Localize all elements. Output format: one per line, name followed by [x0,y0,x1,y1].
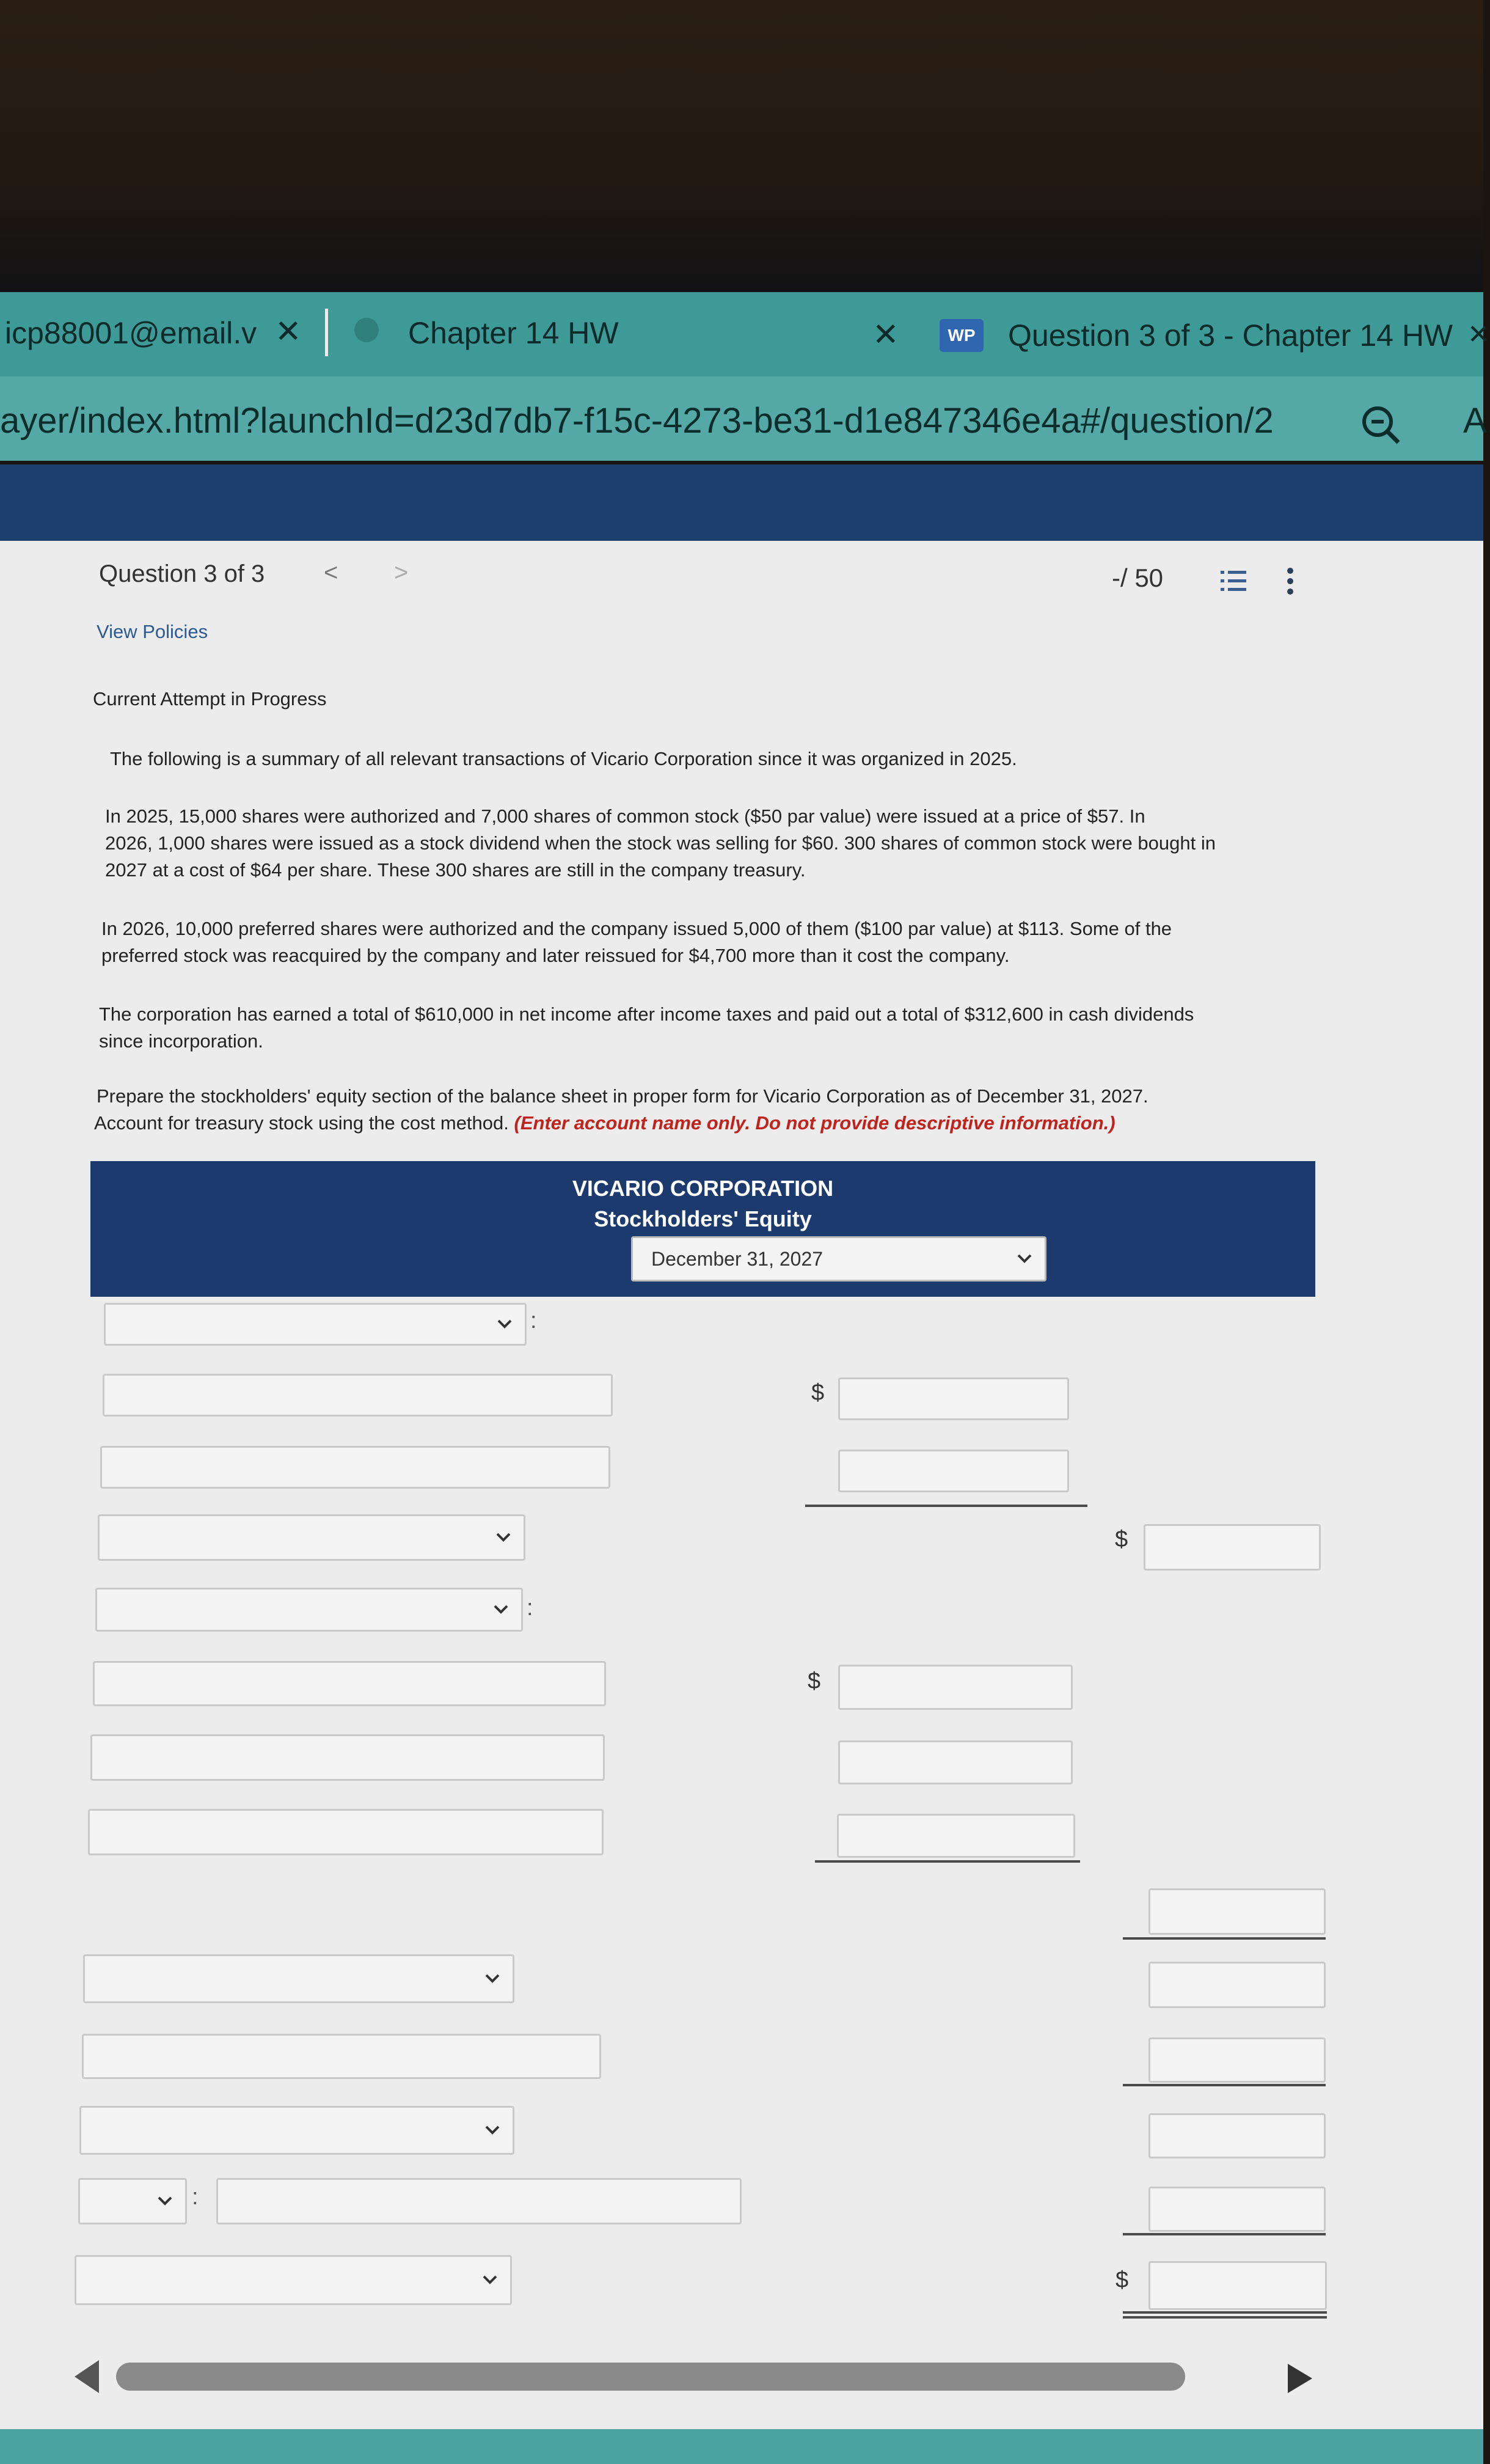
more-vertical-icon[interactable] [1286,567,1295,595]
amount-input[interactable] [1149,2187,1326,2232]
chevron-down-icon [481,2270,499,2289]
account-select[interactable] [95,1588,523,1632]
bottom-bar [0,2429,1483,2464]
subtotal-rule [1123,1937,1326,1940]
problem-para3-line1: The corporation has earned a total of $610,000 in net income after income taxes and paid out a total of $312,600 in cash dividends [99,1003,1194,1025]
chevron-down-icon [492,1600,510,1618]
account-name-input[interactable] [88,1809,604,1855]
horizontal-scrollbar[interactable] [116,2363,1185,2391]
amount-input[interactable] [1149,2113,1326,2158]
date-select[interactable] [631,1236,1046,1282]
chevron-down-icon [483,1969,502,1987]
chevron-down-icon [1015,1249,1034,1267]
scroll-right-icon[interactable] [1285,2363,1313,2394]
amount-input[interactable] [1149,2037,1326,2083]
account-name-input[interactable] [216,2178,742,2224]
app-header-strip [0,464,1483,541]
amount-input[interactable] [1149,1888,1326,1935]
subtotal-rule [1123,2233,1326,2235]
tab-edge [0,298,6,304]
subtotal-rule [805,1505,1087,1507]
account-select[interactable] [98,1514,525,1561]
problem-para1-line1: In 2025, 15,000 shares were authorized and 7,000 shares of common stock ($50 par value) were issued at a price of $57. In [105,805,1145,827]
account-name-input[interactable] [93,1661,606,1706]
next-question-button[interactable]: > [394,559,409,586]
attempt-status: Current Attempt in Progress [93,688,327,710]
total-amount-input[interactable] [1149,2261,1327,2310]
tab-question-3[interactable]: Question 3 of 3 - Chapter 14 HW [1008,318,1453,353]
amount-input[interactable] [838,1740,1073,1784]
wp-badge-icon: WP [940,319,984,352]
url-text[interactable]: ayer/index.html?launchId=d23d7db7-f15c-4273-be31-d1e847346e4a#/question/2 [0,401,1274,441]
instruction-line2 [94,1110,1116,1137]
short-account-select[interactable] [78,2178,187,2224]
chevron-down-icon [483,2121,502,2139]
address-edge-char: A [1463,401,1487,441]
amount-input[interactable] [838,1665,1073,1710]
dollar-sign: $ [1115,1527,1128,1552]
account-select[interactable] [104,1303,527,1346]
screen-bezel [0,0,1483,293]
instruction-text: Account for treasury stock using the cost method. [94,1112,509,1134]
company-name: VICARIO CORPORATION [572,1176,834,1201]
dollar-sign: $ [1116,2267,1129,2293]
prev-question-button[interactable]: < [324,559,338,586]
amount-input[interactable] [838,1377,1069,1420]
account-select[interactable] [75,2255,512,2305]
score-display: -/ 50 [1112,563,1164,592]
statement-header [90,1161,1315,1297]
colon: : [527,1595,533,1621]
subtotal-rule [1123,2084,1326,2086]
chevron-down-icon [156,2191,174,2210]
statement-title: Stockholders' Equity [594,1206,812,1231]
instruction-red-note: (Enter account name only. Do not provide descriptive information.) [514,1112,1116,1134]
dollar-sign: $ [811,1380,825,1406]
total-rule-bottom [1123,2316,1327,2319]
list-icon[interactable] [1221,568,1246,594]
tab-chapter-14-hw[interactable]: Chapter 14 HW [408,316,619,350]
tab-separator [325,309,328,356]
amount-input[interactable] [838,1450,1069,1492]
view-policies-link[interactable]: View Policies [97,621,208,642]
account-name-input[interactable] [82,2034,601,2079]
account-select[interactable] [79,2106,514,2155]
instruction-line1: Prepare the stockholders' equity section of the balance sheet in proper form for Vicario Corporation as of December 31, 2027. [97,1085,1149,1107]
scroll-left-icon[interactable] [72,2359,101,2394]
problem-para3-line2: since incorporation. [99,1030,263,1052]
chevron-down-icon [495,1314,514,1333]
question-title: Question 3 of 3 [99,560,265,587]
amount-input[interactable] [1149,1962,1326,2008]
dollar-sign: $ [808,1668,821,1694]
problem-para2-line2: preferred stock was reacquired by the company and later reissued for $4,700 more than it cost the company. [101,945,1010,966]
account-name-input[interactable] [103,1374,613,1417]
amount-input[interactable] [1144,1524,1321,1571]
problem-para1-line2: 2026, 1,000 shares were issued as a stock dividend when the stock was selling for $60. 300 shares of common stock were bought in [105,832,1216,854]
tab-favicon-icon [354,318,379,342]
subtotal-rule [815,1860,1080,1863]
problem-para1-line3: 2027 at a cost of $64 per share. These 300 shares are still in the company treasury. [105,859,806,881]
date-select-value: December 31, 2027 [651,1248,824,1270]
account-name-input[interactable] [100,1446,610,1489]
account-select[interactable] [83,1954,514,2003]
account-name-input[interactable] [90,1734,605,1781]
chevron-down-icon [494,1528,513,1546]
total-rule-top [1123,2311,1327,2314]
colon: : [192,2184,199,2210]
problem-intro: The following is a summary of all relevant transactions of Vicario Corporation since it was organized in 2025. [110,748,1017,769]
close-icon[interactable]: ✕ [275,314,302,350]
problem-para2-line1: In 2026, 10,000 preferred shares were authorized and the company issued 5,000 of them ($100 par value) at $113. Some of the [101,918,1172,939]
search-zoom-icon[interactable] [1359,403,1402,446]
close-icon[interactable]: ✕ [1467,320,1490,350]
amount-input[interactable] [837,1814,1075,1858]
close-icon[interactable]: ✕ [872,317,899,353]
colon: : [530,1308,537,1333]
tab-email[interactable]: icp88001@email.v [5,316,257,350]
